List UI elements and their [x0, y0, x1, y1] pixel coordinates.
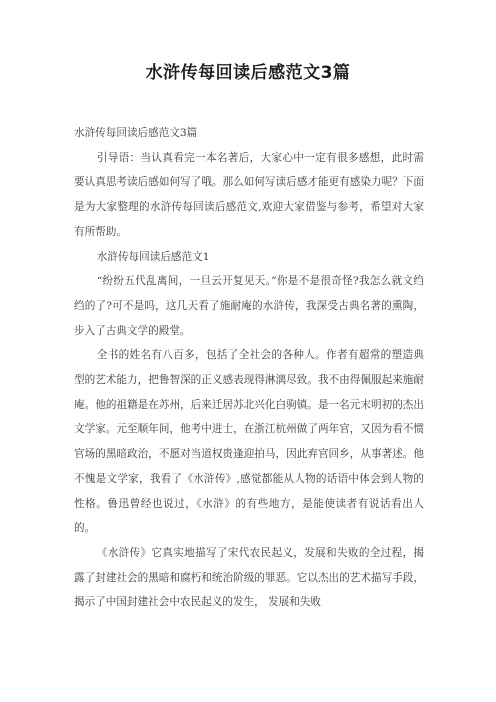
body-paragraph: 全书的姓名有八百多，包括了全社会的各种人。作者有超常的塑造典型的艺术能力，把鲁智深的正义感表现得淋漓尽致。我不由得佩服起来施耐庵。他的祖籍是在苏州，后来迁居苏北兴化白驹镇。是一名元末明初的杰出文学家。元至顺年间，他考中进士，在浙江杭州做了两年官，又因为看不惯官场的黑暗政治，不愿对当道权贵逢迎拍马，因此弃官回乡，从事著述。他不愧是文学家，我看了《水浒传》,感觉都能从人物的话语中体会到人物的性格。鲁迅曾经也说过，《水浒》的有些地方，是能使读者有说话看出人的。 [74, 349, 424, 535]
subtitle-paragraph: 水浒传每回读后感范文3篇 [74, 127, 198, 139]
section-heading: 水浒传每回读后感范文1 [96, 250, 210, 263]
intro-paragraph: 引导语：当认真看完一本名著后，大家心中一定有很多感想，此时需要认真思考读后感如何写了哦。那么如何写读后感才能更有感染力呢？下面是为大家整理的水浒传每回读后感范文,欢迎大家借鉴与参考，希望对大家有所帮助。 [74, 151, 424, 238]
body-paragraph: 《水浒传》它真实地描写了宋代农民起义，发展和失败的全过程，揭露了封建社会的黑暗和腐朽和统治阶级的罪恶。它以杰出的艺术描写手段，揭示了中国封建社会中农民起义的发生， 发展和失败 [74, 546, 424, 609]
body-paragraph: “纷纷五代乱离间，一旦云开复见天。”你是不是很奇怪?我怎么就文绉绉的了?可不是吗，这几天看了施耐庵的水浒传，我深受古典名著的熏陶，步入了古典文学的殿堂。 [74, 275, 424, 337]
document-title: 水浒传每回读后感范文3篇 [145, 63, 351, 83]
document-body [74, 121, 424, 615]
